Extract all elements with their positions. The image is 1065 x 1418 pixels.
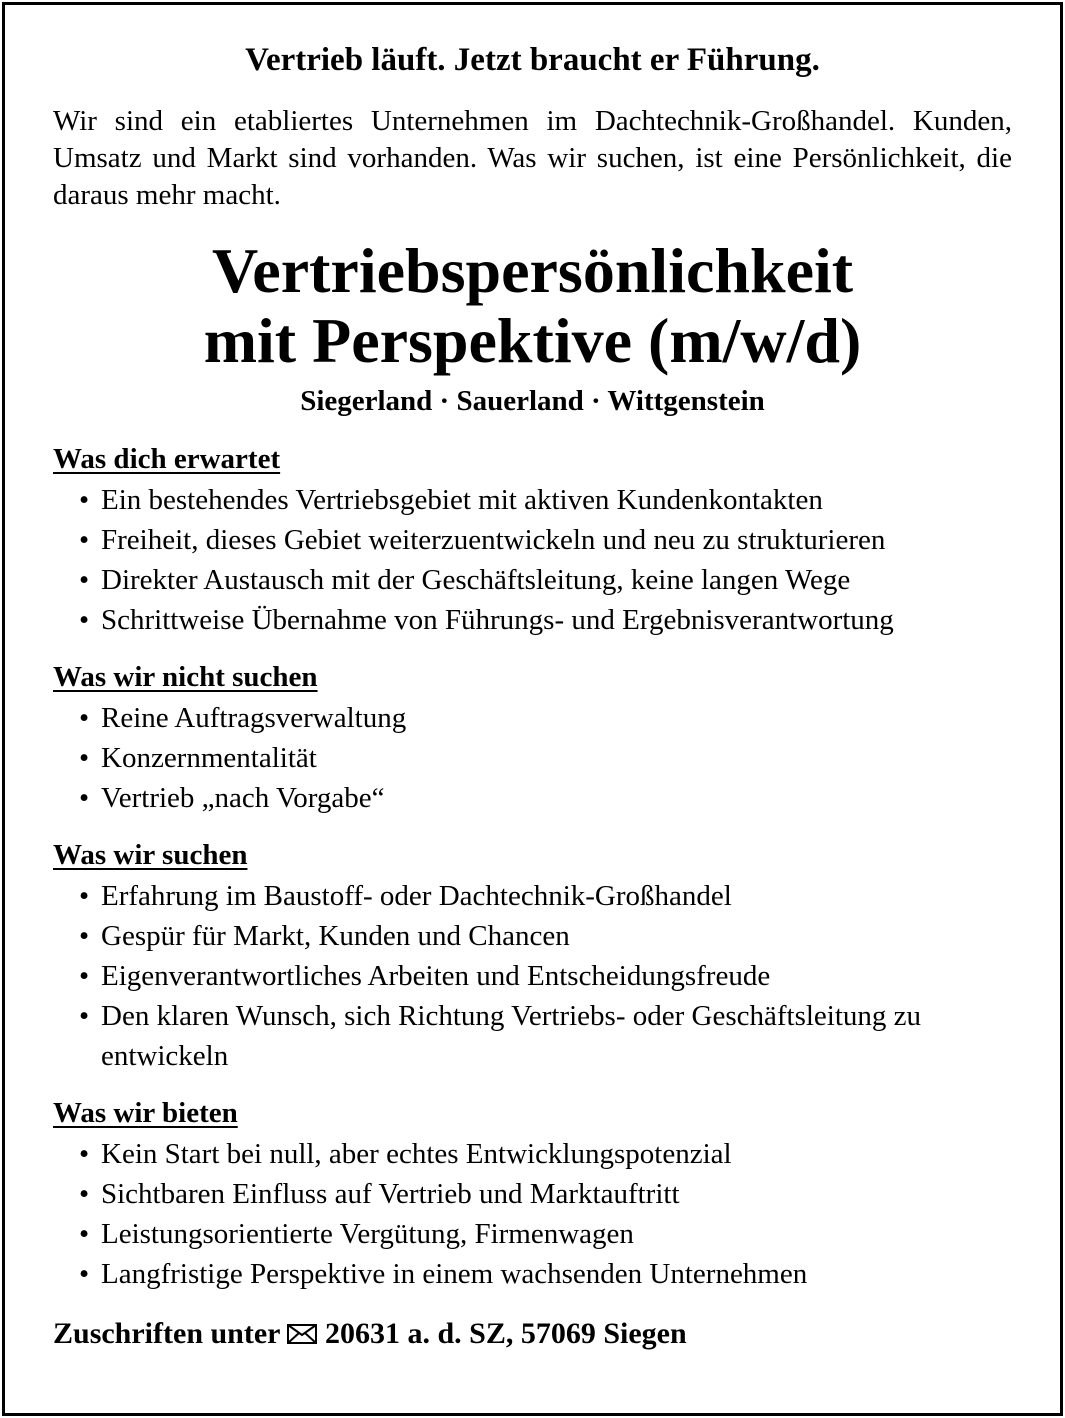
section-heading: Was wir suchen	[53, 839, 248, 871]
list-item	[79, 520, 1012, 560]
section-heading: Was wir bieten	[53, 1097, 238, 1129]
list-item-text: Konzernmentalität	[101, 742, 317, 774]
job-regions: Siegerland · Sauerland · Wittgenstein	[300, 385, 765, 417]
job-ad-content	[53, 5, 1012, 1352]
section-not-wanted	[53, 660, 1012, 818]
section-expectations	[53, 442, 1012, 640]
section-heading: Was wir nicht suchen	[53, 661, 318, 693]
contact-line	[53, 1316, 1012, 1352]
list-item	[79, 600, 1012, 640]
list-item	[79, 778, 1012, 818]
bullet-icon: •	[79, 524, 90, 556]
list-item	[79, 996, 1012, 1076]
list-item-text: Sichtbaren Einfluss auf Vertrieb und Marktauftritt	[101, 1178, 680, 1210]
bullet-icon: •	[79, 1258, 90, 1290]
bullet-list	[53, 698, 1012, 818]
job-title-line-1: Vertriebspersönlichkeit	[211, 235, 854, 306]
ad-headline: Vertrieb läuft. Jetzt braucht er Führung.	[245, 42, 820, 78]
list-item-text: Kein Start bei null, aber echtes Entwicklungspotenzial	[101, 1138, 732, 1170]
bullet-list	[53, 480, 1012, 640]
list-item	[79, 738, 1012, 778]
list-item	[79, 1254, 1012, 1294]
list-item-text: Freiheit, dieses Gebiet weiterzuentwickeln und neu zu strukturieren	[101, 524, 886, 556]
company-intro: Wir sind ein etabliertes Unternehmen im Dachtechnik-Großhandel. Kunden, Umsatz und Markt sind vorhanden. Was wir suchen, ist eine Persönlichkeit, die daraus mehr macht.	[53, 105, 1012, 211]
list-item-text: Vertrieb „nach Vorgabe“	[101, 782, 385, 814]
list-item	[79, 698, 1012, 738]
bullet-list	[53, 1134, 1012, 1294]
contact-reference: 20631 a. d. SZ, 57069 Siegen	[324, 1317, 687, 1350]
list-item	[79, 1174, 1012, 1214]
bullet-icon: •	[79, 1138, 90, 1170]
job-title-line-2: mit Perspektive (m/w/d)	[203, 305, 862, 376]
list-item	[79, 956, 1012, 996]
bullet-icon: •	[79, 920, 90, 952]
bullet-icon: •	[79, 604, 90, 636]
list-item	[79, 1134, 1012, 1174]
list-item-text: Direkter Austausch mit der Geschäftsleitung, keine langen Wege	[101, 564, 851, 596]
bullet-list	[53, 876, 1012, 1076]
job-title	[53, 236, 1012, 376]
list-item-text: Eigenverantwortliches Arbeiten und Entscheidungsfreude	[101, 960, 771, 992]
section-requirements	[53, 838, 1012, 1076]
bullet-icon: •	[79, 702, 90, 734]
list-item	[79, 560, 1012, 600]
bullet-icon: •	[79, 880, 90, 912]
list-item-text: Den klaren Wunsch, sich Richtung Vertriebs- oder Geschäftsleitung zu entwickeln	[101, 1000, 922, 1072]
list-item	[79, 480, 1012, 520]
list-item	[79, 916, 1012, 956]
bullet-icon: •	[79, 564, 90, 596]
list-item	[79, 1214, 1012, 1254]
envelope-icon	[287, 1324, 317, 1344]
section-offer	[53, 1096, 1012, 1294]
job-ad-frame	[2, 2, 1063, 1416]
list-item-text: Schrittweise Übernahme von Führungs- und Ergebnisverantwortung	[101, 604, 894, 636]
list-item-text: Leistungsorientierte Vergütung, Firmenwagen	[101, 1218, 634, 1250]
list-item-text: Gespür für Markt, Kunden und Chancen	[101, 920, 570, 952]
bullet-icon: •	[79, 1218, 90, 1250]
list-item-text: Ein bestehendes Vertriebsgebiet mit aktiven Kundenkontakten	[101, 484, 823, 516]
bullet-icon: •	[79, 960, 90, 992]
list-item-text: Reine Auftragsverwaltung	[101, 702, 407, 734]
contact-prefix: Zuschriften unter	[53, 1317, 280, 1350]
bullet-icon: •	[79, 484, 90, 516]
bullet-icon: •	[79, 742, 90, 774]
list-item	[79, 876, 1012, 916]
list-item-text: Langfristige Perspektive in einem wachsenden Unternehmen	[101, 1258, 808, 1290]
bullet-icon: •	[79, 1178, 90, 1210]
bullet-icon: •	[79, 1000, 90, 1032]
section-heading: Was dich erwartet	[53, 443, 281, 475]
list-item-text: Erfahrung im Baustoff- oder Dachtechnik-Großhandel	[101, 880, 732, 912]
bullet-icon: •	[79, 782, 90, 814]
